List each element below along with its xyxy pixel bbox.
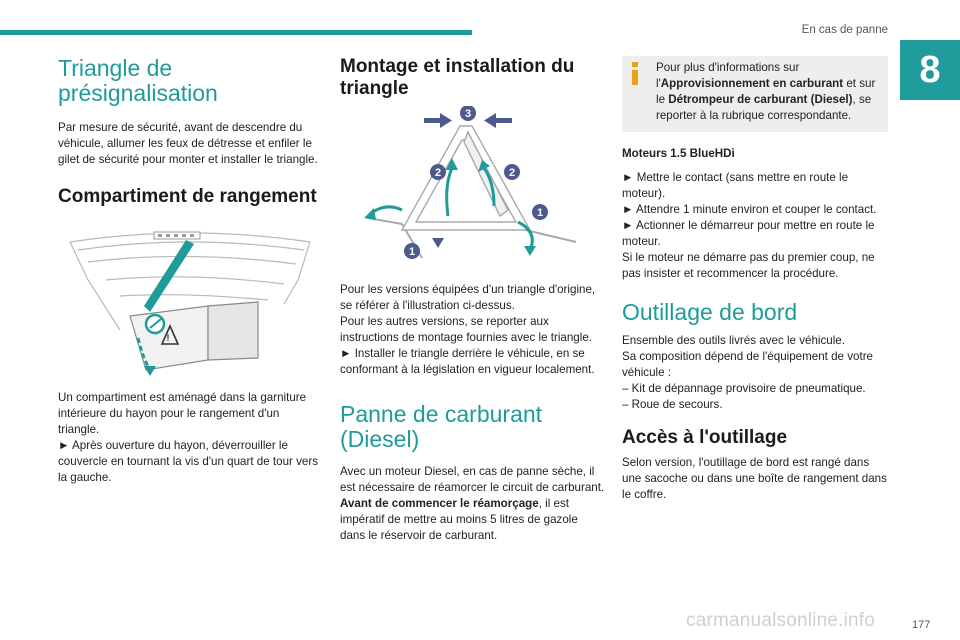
- info-text-c: et sur le: [656, 77, 876, 106]
- info-text-e: , se reporter à la rubrique correspondante.: [656, 93, 872, 122]
- montage-text-1: Pour les versions équipées d'un triangle d'origine, se référer à l'illustration ci-dessus.: [340, 283, 596, 312]
- header-accent-bar: [0, 30, 472, 35]
- engine-step-3: ► Actionner le démarreur pour mettre en route le moteur.: [622, 219, 875, 248]
- triangle-title: Triangle de présignalisation: [58, 55, 218, 106]
- storage-text-1: Un compartiment est aménagé dans la garniture intérieure du hayon pour le rangement d'un triangle.: [58, 391, 307, 436]
- montage-text-2: Pour les autres versions, se reporter aux instructions de montage fournies avec le triangle.: [340, 315, 592, 344]
- fuel-text: Avec un moteur Diesel, en cas de panne sèche, il est nécessaire de réamorcer le circuit de carburant.: [340, 465, 605, 494]
- trunk-illustration: [58, 220, 320, 378]
- tools-item-2: – Roue de secours.: [622, 398, 723, 411]
- tools-text-2: Sa composition dépend de l'équipement de votre véhicule :: [622, 350, 874, 379]
- info-icon: [630, 62, 640, 84]
- triangle-assembly-diagram: [340, 106, 606, 272]
- fuel-title: Panne de carburant (Diesel): [340, 401, 543, 452]
- tools-title: Outillage de bord: [622, 299, 798, 325]
- column-1: [58, 56, 320, 486]
- page-number: 177: [912, 619, 931, 631]
- watermark: carmanualsonline.info: [686, 610, 876, 631]
- chapter-badge: 8: [900, 40, 960, 100]
- svg-text:!: !: [166, 333, 170, 343]
- triangle-text: Par mesure de sécurité, avant de descendre du véhicule, allumer les feux de détresse et enfiler le gilet de sécurité pour monter et installer le triangle.: [58, 121, 318, 166]
- section-header: En cas de panne: [801, 24, 888, 36]
- storage-title: Compartiment de rangement: [58, 186, 317, 207]
- engine-step-2: ► Attendre 1 minute environ et couper le contact.: [622, 203, 877, 216]
- access-text: Selon version, l'outillage de bord est rangé dans une sacoche ou dans une boîte de rangement dans le coffre.: [622, 456, 887, 501]
- fuel-warning: [340, 496, 606, 544]
- column-2: [340, 56, 606, 544]
- callout-2-right: 2: [508, 167, 516, 179]
- montage-text-3: ► Installer le triangle derrière le véhicule, en se conformant à la législation en vigueur localement.: [340, 347, 595, 376]
- info-text-d: Détrompeur de carburant (Diesel): [668, 93, 853, 106]
- callout-1-right: 1: [536, 207, 544, 219]
- tools-item-1: – Kit de dépannage provisoire de pneumatique.: [622, 382, 866, 395]
- storage-text-2: ► Après ouverture du hayon, déverrouiller le couvercle en tournant la vis d'un quart de tour vers la gauche.: [58, 439, 318, 484]
- tools-text-1: Ensemble des outils livrés avec le véhicule.: [622, 334, 845, 347]
- callout-3: 3: [464, 108, 472, 120]
- access-title: Accès à l'outillage: [622, 427, 788, 448]
- info-text-b: Approvisionnement en carburant: [660, 77, 844, 90]
- callout-2-left: 2: [434, 167, 442, 179]
- info-box: [622, 56, 888, 132]
- info-text: [656, 60, 882, 124]
- engine-step-4: Si le moteur ne démarre pas du premier coup, ne pas insister et recommencer la procédure.: [622, 251, 875, 280]
- column-3: [622, 56, 888, 503]
- fuel-warning-bold: Avant de commencer le réamorçage: [340, 497, 539, 510]
- fuel-warning-rest: , il est impératif de mettre au moins 5 litres de gazole dans le réservoir de carburant.: [340, 497, 578, 542]
- montage-title: Montage et installation du triangle: [340, 56, 575, 99]
- callout-1-left: 1: [408, 246, 416, 258]
- engine-title: Moteurs 1.5 BlueHDi: [622, 147, 735, 160]
- engine-step-1: ► Mettre le contact (sans mettre en route le moteur).: [622, 171, 849, 200]
- info-text-a: Pour plus d'informations sur l': [656, 61, 800, 90]
